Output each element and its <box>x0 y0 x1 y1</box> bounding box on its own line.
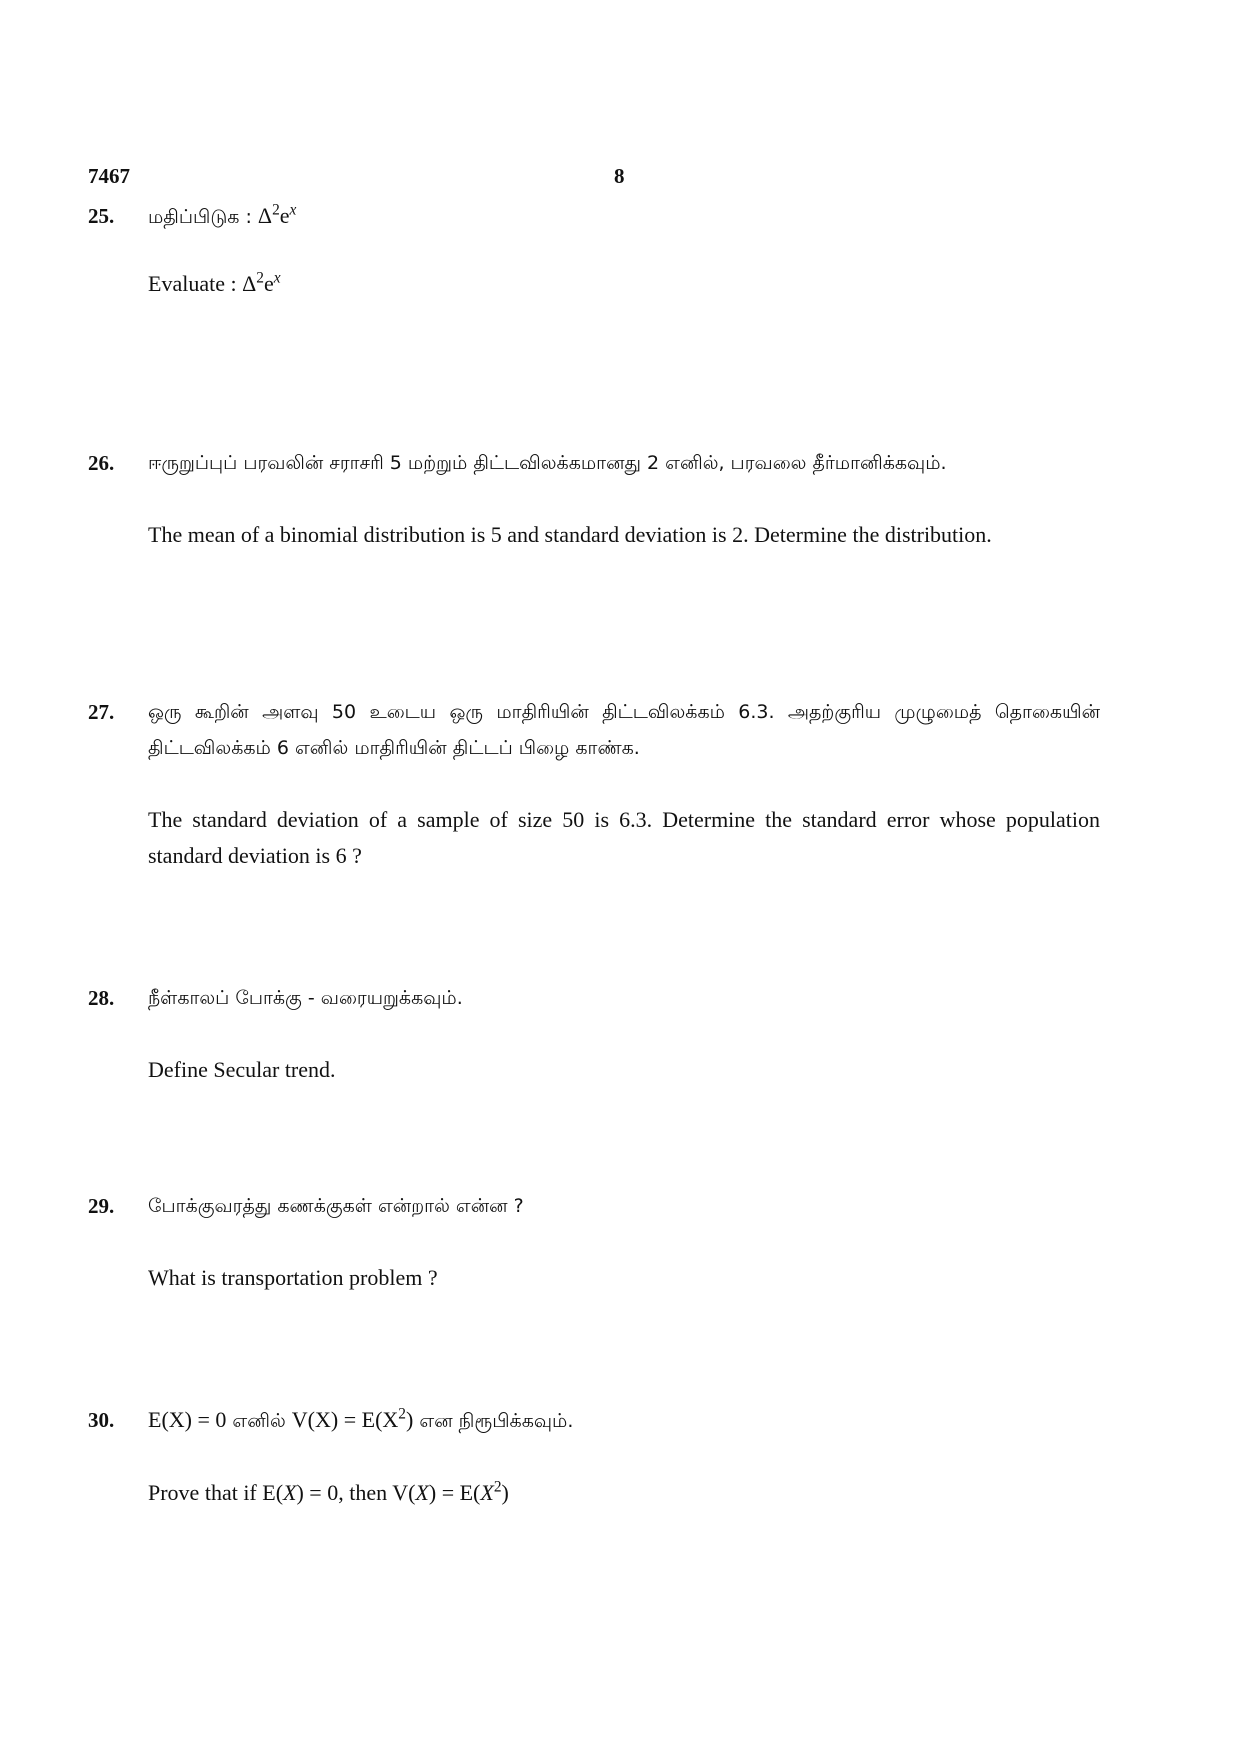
question-number: 30. <box>88 1408 115 1432</box>
question-english: Define Secular trend. <box>148 1057 336 1082</box>
tamil-text: எனில் <box>226 1410 292 1432</box>
delta-symbol: Δ <box>257 203 273 228</box>
variable: X <box>415 1480 429 1505</box>
tamil-text: மதிப்பிடுக : <box>148 206 258 228</box>
base: e <box>263 271 274 296</box>
question-number: 29. <box>88 1194 115 1218</box>
question-tamil: ஒரு கூறின் அளவு 50 உடைய ஒரு மாதிரியின் திட்டவிலக்கம் 6.3. அதற்குரிய முழுமைத் தொகையின் திட்டவிலக்கம் 6 எனில் மாதிரியின் திட்டப் பிழை காண்க. <box>148 701 1100 759</box>
math-part: V(X) = E(X <box>291 1407 399 1432</box>
question-25 <box>88 198 1100 302</box>
question-english <box>148 1475 1100 1511</box>
question-29 <box>88 1188 1100 1296</box>
page-number: 8 <box>614 164 625 188</box>
question-26 <box>88 445 1100 553</box>
math-expression <box>242 271 280 296</box>
exam-code: 7467 <box>88 164 130 188</box>
question-tamil <box>148 1402 1100 1439</box>
question-tamil: நீள்காலப் போக்கு - வரையறுக்கவும். <box>148 987 463 1009</box>
question-number: 27. <box>88 700 115 724</box>
question-30 <box>88 1402 1100 1511</box>
power: 2 <box>256 269 264 287</box>
english-text: ) <box>501 1480 509 1505</box>
power: 2 <box>398 1405 406 1423</box>
tamil-text: என நிரூபிக்கவும். <box>413 1410 574 1432</box>
question-tamil: போக்குவரத்து கணக்குகள் என்றால் என்ன ? <box>148 1195 524 1217</box>
math-expression <box>292 1407 414 1432</box>
question-tamil: ஈருறுப்புப் பரவலின் சராசரி 5 மற்றும் திட்டவிலக்கமானது 2 எனில், பரவலை தீர்மானிக்கவும். <box>148 452 947 474</box>
question-tamil <box>148 198 1100 235</box>
english-text: ) = E( <box>428 1480 481 1505</box>
math-expression <box>258 203 296 228</box>
question-28 <box>88 980 1100 1088</box>
variable: X <box>283 1480 297 1505</box>
exponent: x <box>289 201 297 219</box>
math-expression: E(X) = 0 <box>148 1407 227 1432</box>
question-27 <box>88 694 1100 874</box>
variable: X <box>480 1480 494 1505</box>
base: e <box>279 203 290 228</box>
english-text: ) = 0, then V( <box>296 1480 416 1505</box>
question-english <box>148 266 1100 302</box>
delta-symbol: Δ <box>242 271 257 296</box>
math-part: ) <box>406 1407 414 1432</box>
question-number: 25. <box>88 204 115 228</box>
english-text: Evaluate : <box>148 271 243 296</box>
power: 2 <box>493 1478 502 1496</box>
question-number: 28. <box>88 986 115 1010</box>
exponent: x <box>273 269 281 287</box>
question-english: What is transportation problem ? <box>148 1265 438 1290</box>
question-english: The mean of a binomial distribution is 5 and standard deviation is 2. Determine the distribution. <box>148 522 992 547</box>
question-number: 26. <box>88 451 115 475</box>
question-english: The standard deviation of a sample of size 50 is 6.3. Determine the standard error whose population standard deviation is 6 ? <box>148 807 1100 868</box>
power: 2 <box>272 201 280 219</box>
english-text: Prove that if E( <box>148 1480 284 1505</box>
